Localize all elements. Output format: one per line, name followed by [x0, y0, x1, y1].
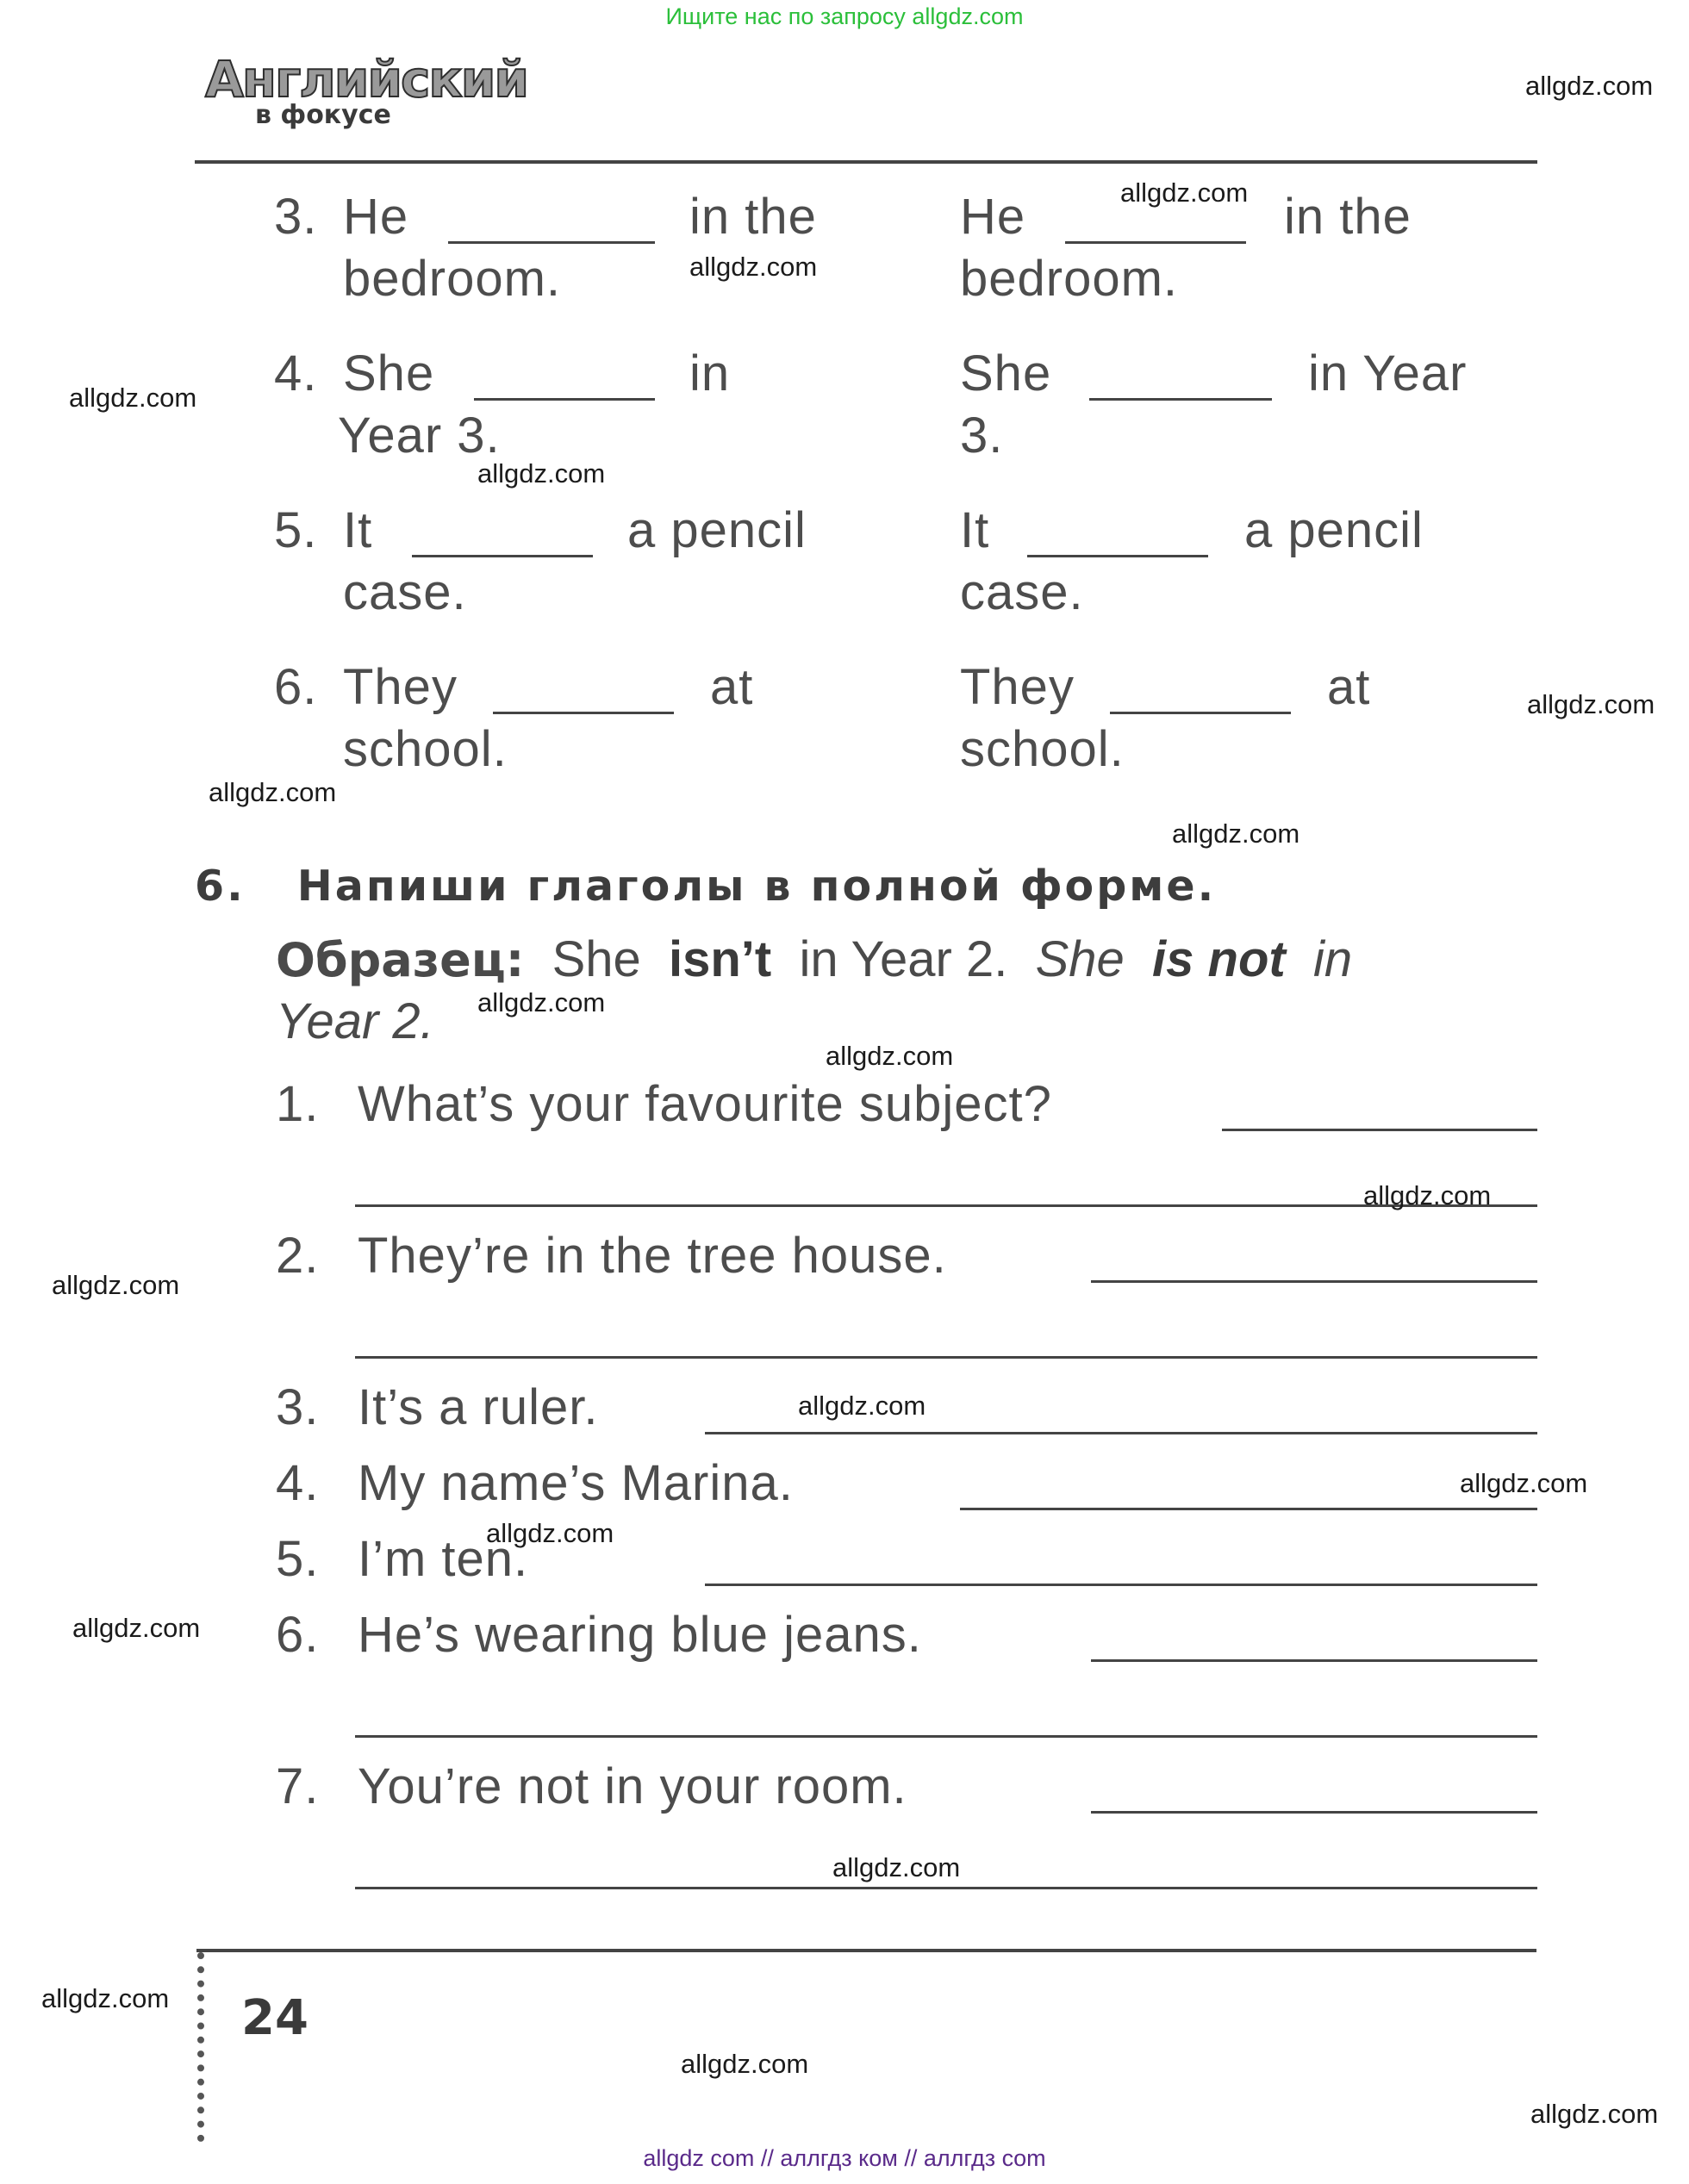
- watermark: allgdz.com: [826, 1041, 954, 1071]
- answer-line[interactable]: [493, 712, 674, 714]
- ex6-item: 6. He’s wearing blue jeans.: [276, 1607, 922, 1663]
- ex6-item: 5. I’m ten.: [276, 1531, 529, 1587]
- book-logo: [205, 50, 528, 130]
- watermark: allgdz.com: [689, 252, 818, 282]
- ex5-item-left-cont: bedroom.: [343, 251, 562, 307]
- ex5-item-right-cont: 3.: [960, 408, 1004, 464]
- watermark: allgdz.com: [1120, 177, 1249, 208]
- ex5-item-right: It: [960, 502, 990, 558]
- answer-line[interactable]: [705, 1432, 1537, 1434]
- ex5-item-left: 6. They: [274, 659, 458, 715]
- watermark: allgdz.com: [209, 777, 337, 807]
- answer-line[interactable]: [1027, 555, 1208, 557]
- answer-line[interactable]: [705, 1584, 1537, 1586]
- watermark: allgdz.com: [1527, 689, 1655, 719]
- ex6-item: 7. You’re not in your room.: [276, 1758, 907, 1814]
- page-number: 24: [241, 1990, 309, 2046]
- bottom-footer-links[interactable]: allgdz com // аллгдз ком // аллгдз com: [643, 2145, 1046, 2171]
- answer-line[interactable]: [1089, 398, 1272, 401]
- watermark: allgdz.com: [681, 2049, 809, 2079]
- ex5-item-left-cont: school.: [343, 721, 508, 777]
- ex5-item-right-cont: school.: [960, 721, 1125, 777]
- answer-line[interactable]: [355, 1735, 1537, 1738]
- ex6-item: 4. My name’s Marina.: [276, 1455, 794, 1511]
- answer-line[interactable]: [1065, 241, 1246, 244]
- ex5-item-right-cont: at: [1327, 659, 1371, 715]
- watermark: allgdz.com: [798, 1391, 926, 1421]
- ex6-item: 2. They’re in the tree house.: [276, 1228, 947, 1284]
- watermark: allgdz.com: [72, 1613, 201, 1643]
- answer-line[interactable]: [960, 1508, 1537, 1510]
- exercise-6-sample-cont: Year 2.: [276, 993, 434, 1049]
- ex5-item-left: 5. It: [274, 502, 373, 558]
- answer-line[interactable]: [1091, 1280, 1537, 1283]
- ex6-item: 1. What’s your favourite subject?: [276, 1076, 1052, 1132]
- watermark: allgdz.com: [41, 1983, 170, 2013]
- watermark: allgdz.com: [1172, 818, 1300, 849]
- ex5-item-right-cont: bedroom.: [960, 251, 1179, 307]
- answer-line[interactable]: [474, 398, 655, 401]
- ex5-item-right-cont: case.: [960, 564, 1084, 620]
- watermark: allgdz.com: [52, 1270, 180, 1300]
- ex5-item-left: 4. She: [274, 345, 435, 401]
- ex5-item-left-cont: case.: [343, 564, 467, 620]
- watermark: allgdz.com: [477, 458, 606, 488]
- answer-line[interactable]: [355, 1356, 1537, 1359]
- watermark: allgdz.com: [1525, 71, 1654, 101]
- top-banner[interactable]: Ищите нас по запросу allgdz.com: [665, 3, 1024, 29]
- watermark: allgdz.com: [69, 383, 197, 413]
- answer-line[interactable]: [448, 241, 655, 244]
- watermark: allgdz.com: [832, 1852, 961, 1882]
- logo-subtitle: в фокусе: [255, 100, 391, 130]
- watermark: allgdz.com: [1363, 1180, 1492, 1210]
- footer-rule: [196, 1949, 1536, 1952]
- ex6-item: 3. It’s a ruler.: [276, 1379, 599, 1435]
- ex5-item-left-cont: a pencil: [627, 502, 807, 558]
- ex5-item-left-cont: Year 3.: [338, 408, 501, 464]
- exercise-6-heading: 6. Напиши глаголы в полной форме.: [195, 862, 1217, 911]
- watermark: allgdz.com: [477, 987, 606, 1017]
- answer-line[interactable]: [1110, 712, 1291, 714]
- exercise-6-sample: Образец: She isn’t in Year 2. She is not in: [276, 931, 1353, 987]
- answer-line[interactable]: [1091, 1659, 1537, 1662]
- dotted-margin: [197, 1952, 204, 2142]
- answer-line[interactable]: [412, 555, 593, 557]
- ex5-item-left: 3. He: [274, 189, 409, 245]
- header-rule: [195, 160, 1537, 164]
- ex5-item-left-cont: in: [689, 345, 731, 401]
- ex5-item-left-cont: in the: [689, 189, 817, 245]
- watermark: allgdz.com: [1530, 2099, 1659, 2129]
- ex5-item-right-cont: in the: [1284, 189, 1412, 245]
- ex5-item-right-cont: a pencil: [1244, 502, 1424, 558]
- answer-line[interactable]: [355, 1887, 1537, 1889]
- ex5-item-right: They: [960, 659, 1075, 715]
- ex5-item-right: She: [960, 345, 1052, 401]
- logo-title: Английский: [205, 50, 528, 109]
- answer-line[interactable]: [1091, 1811, 1537, 1814]
- ex5-item-right: He: [960, 189, 1026, 245]
- ex5-item-left-cont: at: [710, 659, 754, 715]
- answer-line[interactable]: [355, 1204, 1537, 1207]
- watermark: allgdz.com: [1460, 1468, 1588, 1498]
- ex5-item-right-cont: in Year: [1308, 345, 1468, 401]
- watermark: allgdz.com: [486, 1518, 614, 1548]
- answer-line[interactable]: [1222, 1129, 1537, 1131]
